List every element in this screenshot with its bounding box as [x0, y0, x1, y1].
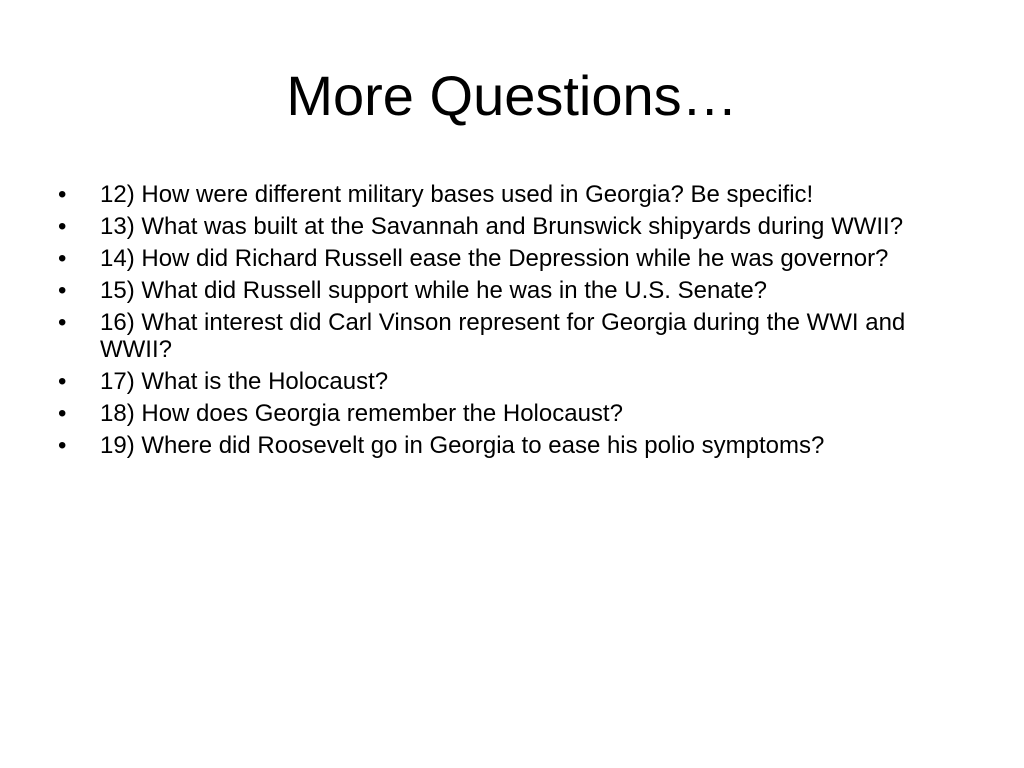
bullet-icon: • [58, 400, 67, 427]
bullet-icon: • [58, 432, 67, 459]
question-text: 13) What was built at the Savannah and Brunswick shipyards during WWII? [100, 213, 904, 240]
bullet-icon: • [58, 368, 67, 395]
question-text: 12) How were different military bases used in Georgia? Be specific! [100, 181, 814, 208]
question-text: 15) What did Russell support while he was in the U.S. Senate? [100, 277, 768, 304]
list-item [58, 181, 978, 208]
question-text: 16) What interest did Carl Vinson represent for Georgia during the WWI and WWII? [100, 309, 906, 363]
question-list [58, 181, 978, 464]
list-item [58, 432, 978, 459]
list-item [58, 309, 978, 363]
question-text: 19) Where did Roosevelt go in Georgia to ease his polio symptoms? [100, 432, 825, 459]
question-text: 18) How does Georgia remember the Holocaust? [100, 400, 623, 427]
list-item [58, 400, 978, 427]
list-item [58, 277, 978, 304]
slide-title: More Questions… [286, 64, 738, 127]
list-item [58, 368, 978, 395]
bullet-icon: • [58, 181, 67, 208]
bullet-icon: • [58, 213, 67, 240]
bullet-icon: • [58, 309, 67, 336]
bullet-icon: • [58, 277, 67, 304]
question-text: 17) What is the Holocaust? [100, 368, 389, 395]
list-item [58, 245, 978, 272]
list-item [58, 213, 978, 240]
question-text: 14) How did Richard Russell ease the Depression while he was governor? [100, 245, 889, 272]
bullet-icon: • [58, 245, 67, 272]
